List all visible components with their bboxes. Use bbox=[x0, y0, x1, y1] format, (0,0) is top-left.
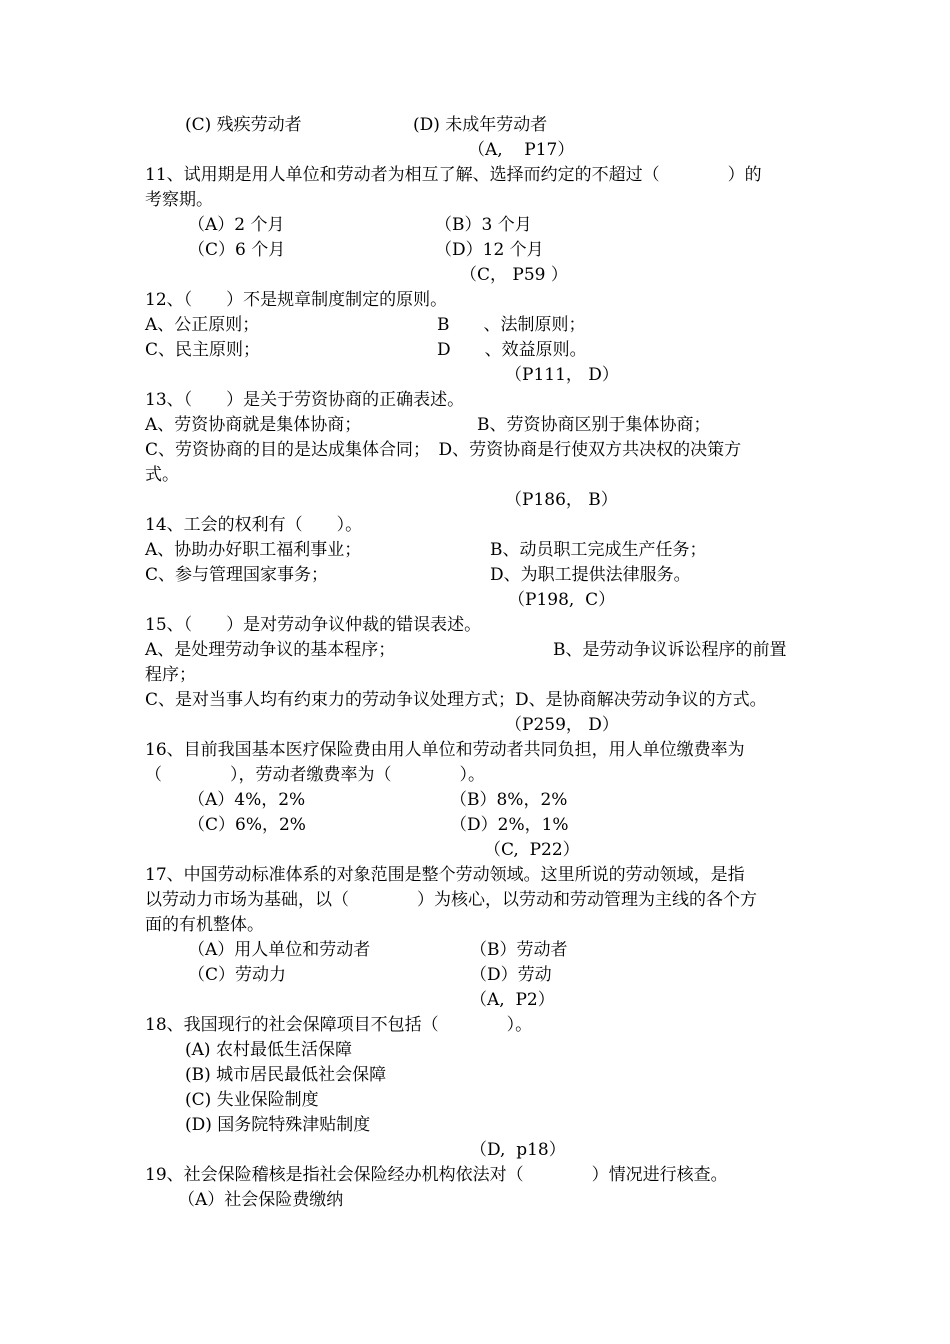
text-line: C、是对当事人均有约束力的劳动争议处理方式；D、是协商解决劳动争议的方式。 bbox=[145, 690, 767, 710]
answer-reference: （A, P2） bbox=[470, 990, 555, 1010]
option-text: （A）用人单位和劳动者 bbox=[188, 940, 371, 960]
option-text: （B）劳动者 bbox=[470, 940, 568, 960]
text-line: （A）社会保险费缴纳 bbox=[178, 1190, 344, 1210]
option-text: （D）12 个月 bbox=[435, 240, 544, 260]
option-text: （D）2%，1% bbox=[450, 815, 569, 835]
option-text: B 、法制原则； bbox=[437, 315, 586, 335]
text-line: 15、（ ）是对劳动争议仲裁的错误表述。 bbox=[145, 615, 482, 635]
option-text: D 、效益原则。 bbox=[437, 340, 587, 360]
option-text: B、动员职工完成生产任务； bbox=[490, 540, 707, 560]
text-line: 考察期。 bbox=[145, 190, 213, 210]
text-line: 19、社会保险稽核是指社会保险经办机构依法对（ ）情况进行核查。 bbox=[145, 1165, 728, 1185]
option-text: （A）4%，2% bbox=[188, 790, 306, 810]
answer-reference: （D, p18） bbox=[470, 1140, 566, 1160]
text-line: 14、工会的权利有（ ）。 bbox=[145, 515, 363, 535]
text-line: (D) 国务院特殊津贴制度 bbox=[185, 1115, 371, 1135]
text-line: 以劳动力市场为基础，以（ ）为核心，以劳动和劳动管理为主线的各个方 bbox=[145, 890, 757, 910]
text-line: 13、（ ）是关于劳资协商的正确表述。 bbox=[145, 390, 465, 410]
option-text: (C) 残疾劳动者 bbox=[185, 115, 302, 135]
option-text: （D）劳动 bbox=[470, 965, 552, 985]
answer-reference: （P186， B） bbox=[505, 490, 618, 510]
option-text: (D) 未成年劳动者 bbox=[413, 115, 548, 135]
answer-reference: （A, P17） bbox=[468, 140, 575, 160]
option-text: （C）6 个月 bbox=[188, 240, 286, 260]
option-text: （C）6%，2% bbox=[188, 815, 306, 835]
text-line: 17、中国劳动标准体系的对象范围是整个劳动领域。这里所说的劳动领域，是指 bbox=[145, 865, 745, 885]
option-text: （B）8%，2% bbox=[450, 790, 568, 810]
answer-reference: （C, P22） bbox=[484, 840, 580, 860]
text-line: 18、我国现行的社会保障项目不包括（ ）。 bbox=[145, 1015, 533, 1035]
answer-reference: （P259， D） bbox=[505, 715, 619, 735]
text-line: 16、目前我国基本医疗保险费由用人单位和劳动者共同负担，用人单位缴费率为 bbox=[145, 740, 745, 760]
option-text: C、参与管理国家事务； bbox=[145, 565, 329, 585]
option-text: C、民主原则； bbox=[145, 340, 261, 360]
text-line: (B) 城市居民最低社会保障 bbox=[185, 1065, 387, 1085]
text-line: 式。 bbox=[145, 465, 179, 485]
option-text: A、劳资协商就是集体协商； bbox=[145, 415, 362, 435]
option-text: D、为职工提供法律服务。 bbox=[490, 565, 691, 585]
text-line: (C) 失业保险制度 bbox=[185, 1090, 319, 1110]
answer-reference: （P111， D） bbox=[505, 365, 619, 385]
text-line: 11、试用期是用人单位和劳动者为相互了解、选择而约定的不超过（ ）的 bbox=[145, 165, 762, 185]
text-line: 面的有机整体。 bbox=[145, 915, 264, 935]
text-line: 程序； bbox=[145, 665, 196, 685]
option-text: A、是处理劳动争议的基本程序； bbox=[145, 640, 396, 660]
option-text: （C）劳动力 bbox=[188, 965, 287, 985]
option-text: B、是劳动争议诉讼程序的前置 bbox=[553, 640, 787, 660]
text-line: (A) 农村最低生活保障 bbox=[185, 1040, 352, 1060]
answer-reference: （C， P59 ） bbox=[460, 265, 568, 285]
option-text: A、协助办好职工福利事业； bbox=[145, 540, 362, 560]
answer-reference: （P198, C） bbox=[508, 590, 616, 610]
option-text: （A）2 个月 bbox=[188, 215, 285, 235]
text-line: （ ），劳动者缴费率为（ ）。 bbox=[145, 765, 485, 785]
option-text: B、劳资协商区别于集体协商； bbox=[477, 415, 711, 435]
option-text: A、公正原则； bbox=[145, 315, 260, 335]
text-line: C、劳资协商的目的是达成集体合同； D、劳资协商是行使双方共决权的决策方 bbox=[145, 440, 742, 460]
text-line: 12、（ ）不是规章制度制定的原则。 bbox=[145, 290, 448, 310]
option-text: （B）3 个月 bbox=[435, 215, 532, 235]
